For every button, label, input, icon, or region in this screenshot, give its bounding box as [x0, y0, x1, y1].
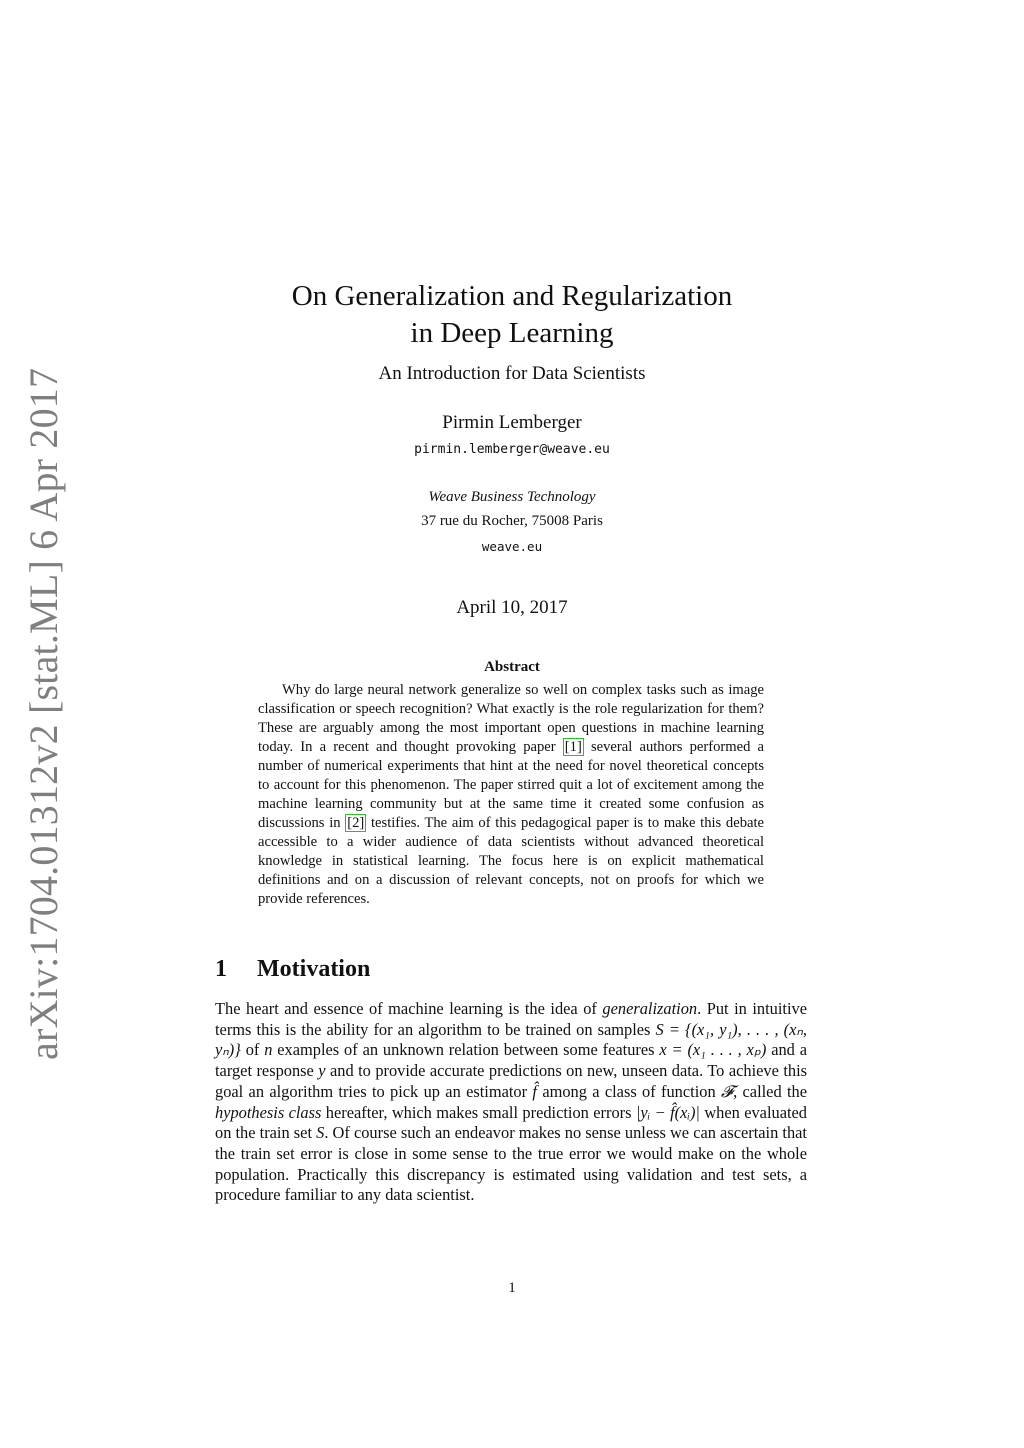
body-text-span: of: [240, 1040, 265, 1060]
paper-date: April 10, 2017: [456, 597, 568, 618]
math-sample-set: S = {(x₁, y₁), . . . , (xₙ, yₙ)}: [215, 1019, 808, 1060]
page-number: 1: [508, 1280, 516, 1296]
math-function-class: 𝓕: [720, 1081, 734, 1101]
math-prediction-error: |yᵢ − f̂(xᵢ)|: [635, 1102, 700, 1122]
section-number: 1: [215, 956, 227, 982]
section-body: [215, 999, 807, 1206]
body-text-span: , called the: [733, 1081, 808, 1101]
body-text-span: The heart and essence of machine learning is the idea of: [215, 999, 603, 1018]
abstract-text-2: several authors performed a number of numerical experiments that hint at the need for novel theoretical concepts to account for this phenomenon. The paper stirred quit a lot of excitement among the machine learning community but at the same time it created some confusion as discussions in: [258, 739, 765, 831]
body-paragraph: [215, 999, 807, 1206]
body-text-span: when evaluated on the train set: [215, 1102, 808, 1143]
author-email[interactable]: pirmin.lemberger@weave.eu: [414, 442, 610, 457]
body-text-span: and to provide accurate predictions on new, unseen data. To achieve this goal an algorithm tries to pick up an estimator: [215, 1061, 808, 1101]
citation-link-1[interactable]: [1]: [564, 739, 582, 755]
author-name: Pirmin Lemberger: [442, 412, 582, 433]
abstract-paragraph: [258, 681, 764, 909]
title-line-1: On Generalization and Regularization: [291, 280, 733, 312]
abstract-body: [258, 681, 764, 909]
title-line-2: in Deep Learning: [410, 317, 614, 349]
body-text-span: . Of course such an endeavor makes no sense unless we can ascertain that the train set error is close in some sense to the true error we would make on the whole population. Practically this discrepancy is estimated using validation and test sets, a procedure familiar to any data scientist.: [215, 1123, 807, 1205]
body-text-span: and a target response: [215, 1040, 808, 1081]
math-f-hat: f̂: [532, 1081, 537, 1101]
emphasis-generalization: generalization: [602, 999, 698, 1018]
body-text-span: hereafter, which makes small prediction errors: [321, 1102, 636, 1122]
section-heading: [215, 954, 370, 984]
emphasis-hypothesis-class: hypothesis class: [215, 1102, 322, 1122]
body-text-span: among a class of function: [536, 1081, 721, 1101]
affiliation-website[interactable]: weave.eu: [481, 539, 543, 554]
paper-title: [0, 278, 1024, 352]
abstract-text-1: Why do large neural network generalize so well on complex tasks such as image classification or speech recognition? What exactly is the role regularization for them? These are arguably among the most important open questions in machine learning today. In a recent and thought provoking paper: [258, 682, 764, 755]
body-text-span: . Put in intuitive terms this is the ability for an algorithm to be trained on samples: [215, 999, 807, 1039]
affiliation-address: 37 rue du Rocher, 75008 Paris: [421, 513, 603, 529]
body-text-span: examples of an unknown relation between some features: [272, 1040, 660, 1060]
arxiv-identifier: arXiv:1704.01312v2 [stat.ML] 6 Apr 2017: [21, 367, 66, 1060]
citation-link-2[interactable]: [2]: [347, 815, 365, 831]
paper-subtitle: An Introduction for Data Scientists: [378, 363, 646, 384]
math-S: S: [316, 1123, 325, 1143]
section-title: Motivation: [257, 956, 371, 982]
math-n: n: [264, 1040, 273, 1060]
math-feature-vector: x = (x₁ . . . , xₚ): [659, 1040, 767, 1060]
abstract-heading: Abstract: [484, 659, 540, 675]
abstract-text-3: testifies. The aim of this pedagogical paper is to make this debate accessible to a wider audience of data scientists without advanced theoretical knowledge in statistical learning. The focus here is on explicit mathematical definitions and on a discussion of relevant concepts, not on proofs for which we provide references.: [258, 815, 765, 907]
math-y: y: [318, 1061, 326, 1081]
affiliation: Weave Business Technology: [428, 489, 596, 505]
